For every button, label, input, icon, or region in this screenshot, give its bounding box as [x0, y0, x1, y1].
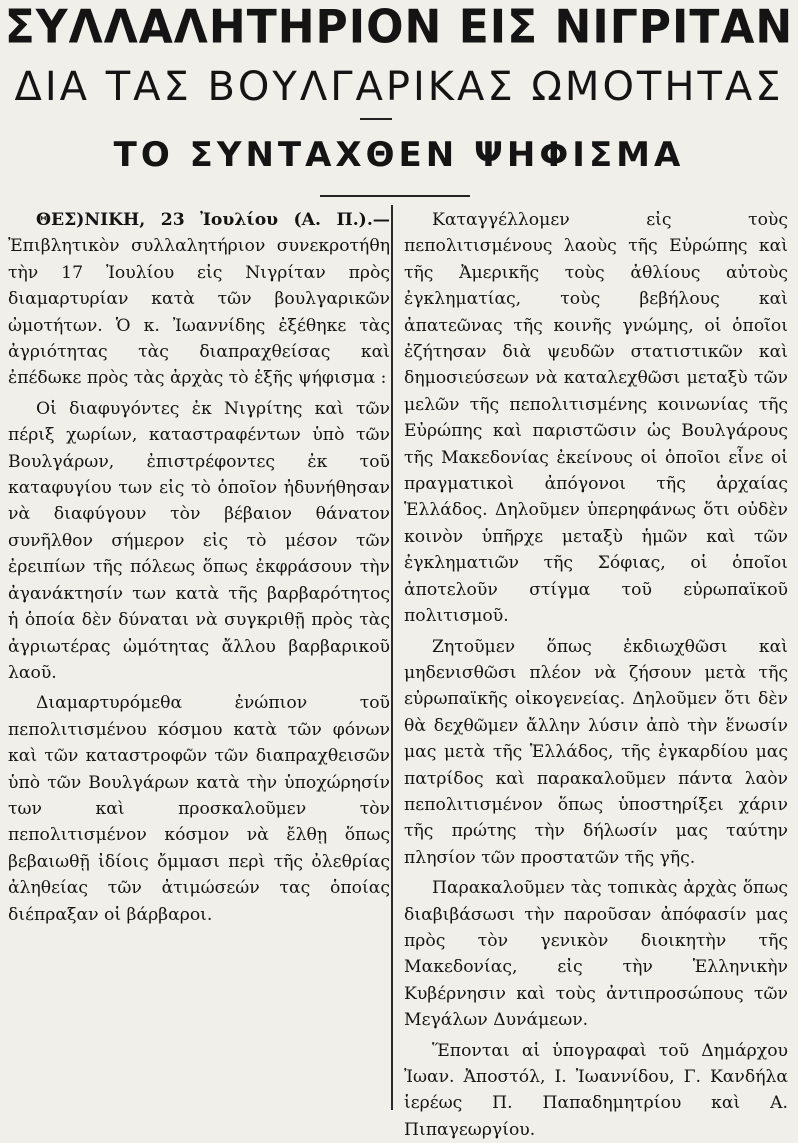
resolution-paragraph-1: Οἱ διαφυγόντες ἐκ Νιγρίτης καὶ τῶν πέριξ χωρίων, καταστραφέντων ὑπὸ τῶν Βουλγάρων, ἐπιστρέφοντες ἐκ τοῦ καταφυγίου των εἰς τὸ ὁποῖον ἠδυνήθησαν νὰ διαφύγουν τὸν βέβαιον θάνατον συνῆλθον σήμερον εἰς τὸ μέσον τῶν ἐρειπίων τῆς πόλεως ὅπως ἐκφράσουν τὴν ἀγανάκτησίν των κατὰ τῆς βαρβαρότητος ἡ ὁποία δὲν δύναται νὰ συγκριθῇ πρὸς τὰς ἀγριωτέρας ὠμότητας ἄλλου βαρβαρικοῦ λαοῦ. — [8, 398, 390, 683]
article-intro-text: Ἐπιβλητικὸν συλλαλητήριον συνεκροτήθη τὴν 17 Ἰουλίου εἰς Νιγρίταν πρὸς διαμαρτυρίαν κατὰ τῶν βουλγαρικῶν ὠμοτήτων. Ὁ κ. Ἰωαννίδης ἐξέθηκε τὰς ἀγριότητας τὰς διαπραχθείσας καὶ ἐπέδωκε πρὸς τὰς ἀρχὰς τὸ ἑξῆς ψήφισμα : — [8, 236, 390, 389]
headline-main: ΣΥΛΛΑΛΗΤΗΡΙΟΝ ΕΙΣ ΝΙΓΡΙΤΑΝ — [4, 0, 794, 55]
resolution-paragraph-4: Ζητοῦμεν ὅπως ἐκδιωχθῶσι καὶ μηδενισθῶσι πλέον νὰ ζήσουν μετὰ τῆς εὐρωπαϊκῆς οἰκογενείας. Δηλοῦμεν ὅτι δὲν θὰ δεχθῶμεν ἄλλην λύσιν ἀπὸ τὴν ἕνωσίν μας μετὰ τῆς Ἑλλάδος, τῆς ἐγκαρδίου μας πατρίδος καὶ παρακαλοῦμεν πάντα λαὸν πεπολιτισμένον ὅπως ὑποστηρίξει χάριν τῆς πρώτης τὴν δήλωσίν μας ταύτην πλησίον τῶν προστατῶν τῆς γῆς. — [404, 636, 788, 868]
headline-separator — [360, 118, 392, 120]
signatures-paragraph: Ἕπονται αἱ ὑπογραφαὶ τοῦ Δημάρχου Ἰωαν. Ἀποστόλ, Ι. Ἰωαννίδου, Γ. Κανδήλα ἱερέως Π. Παπαδημητρίου καὶ Α. Πιπαγεωργίου. — [404, 1040, 788, 1140]
headline-sub: ΔΙΑ ΤΑΣ ΒΟΥΛΓΑΡΙΚΑΣ ΩΜΟΤΗΤΑΣ — [14, 64, 784, 110]
resolution-paragraph-5: Παρακαλοῦμεν τὰς τοπικὰς ἀρχὰς ὅπως διαβιβάσωσι τὴν παροῦσαν ἀπόφασίν μας πρὸς τὸν γενικὸν διοικητὴν τῆς Μακεδονίας, εἰς τὴν Ἑλληνικὴν Κυβέρνησιν καὶ τοὺς ἀντιπροσώπους τῶν Μεγάλων Δυνάμεων. — [404, 878, 788, 1031]
article-dateline: ΘΕΣ)ΝΙΚΗ, 23 Ἰουλίου (Α. Π.).— — [36, 210, 390, 230]
resolution-paragraph-3: Καταγγέλλομεν εἰς τοὺς πεπολιτισμένους λαοὺς τῆς Εὐρώπης καὶ τῆς Ἀμερικῆς τοὺς ἀθλίους αὐτοὺς ἐγκληματίας, τοὺς βεβήλους καὶ ἀπατεῶνας τῆς κοινῆς γνώμης, οἱ ὁποῖοι ἐζήτησαν διὰ ψευδῶν στατιστικῶν καὶ δημοσιεύσεων νὰ καταλεχθῶσι μεταξὺ τῶν μελῶν τῆς πεπολιτισμένης κοινωνίας τῆς Εὐρώπης καὶ παριστῶσιν ὡς Βουλγάρους τῆς Μακεδονίας ἐκείνους οἱ ὁποῖοι εἶνε οἱ πραγματικοὶ ἀπόγονοι τῆς ἀρχαίας Ἑλλάδος. Δηλοῦμεν ὑπερηφάνως ὅτι οὐδὲν κοινὸν ὑπῆρχε μεταξὺ ἡμῶν καὶ τῶν ἐγκληματιῶν τῆς Σόφιας, οἱ ὁποῖοι ἀποτελοῦν στίγμα τοῦ εὐρωπαϊκοῦ πολιτισμοῦ. — [404, 210, 788, 627]
article-intro-paragraph — [8, 207, 390, 392]
article-column-right — [404, 207, 788, 1140]
resolution-paragraph-2: Διαμαρτυρόμεθα ἐνώπιον τοῦ πεπολιτισμένου κόσμου κατὰ τῶν φόνων καὶ τῶν καταστροφῶν τῶν διαπραχθεισῶν ὑπὸ τῶν Βουλγάρων κατὰ τὴν ὑποχώρησίν των καὶ προσκαλοῦμεν τὸν πεπολιτισμένον κόσμον νὰ ἔλθῃ ὅπως βεβαιωθῇ ἰδίοις ὄμμασι περὶ τῆς ὀλεθρίας ἀληθείας τῶν ἀτιμώσεών τας ὁποίας διέπραξαν οἱ βάρβαροι. — [8, 693, 390, 925]
headline-rule — [320, 195, 470, 197]
headline-resolution: ΤΟ ΣΥΝΤΑΧΘΕΝ ΨΗΦΙΣΜΑ — [113, 135, 685, 175]
column-divider — [391, 205, 393, 1110]
article-column-left — [8, 207, 390, 1107]
